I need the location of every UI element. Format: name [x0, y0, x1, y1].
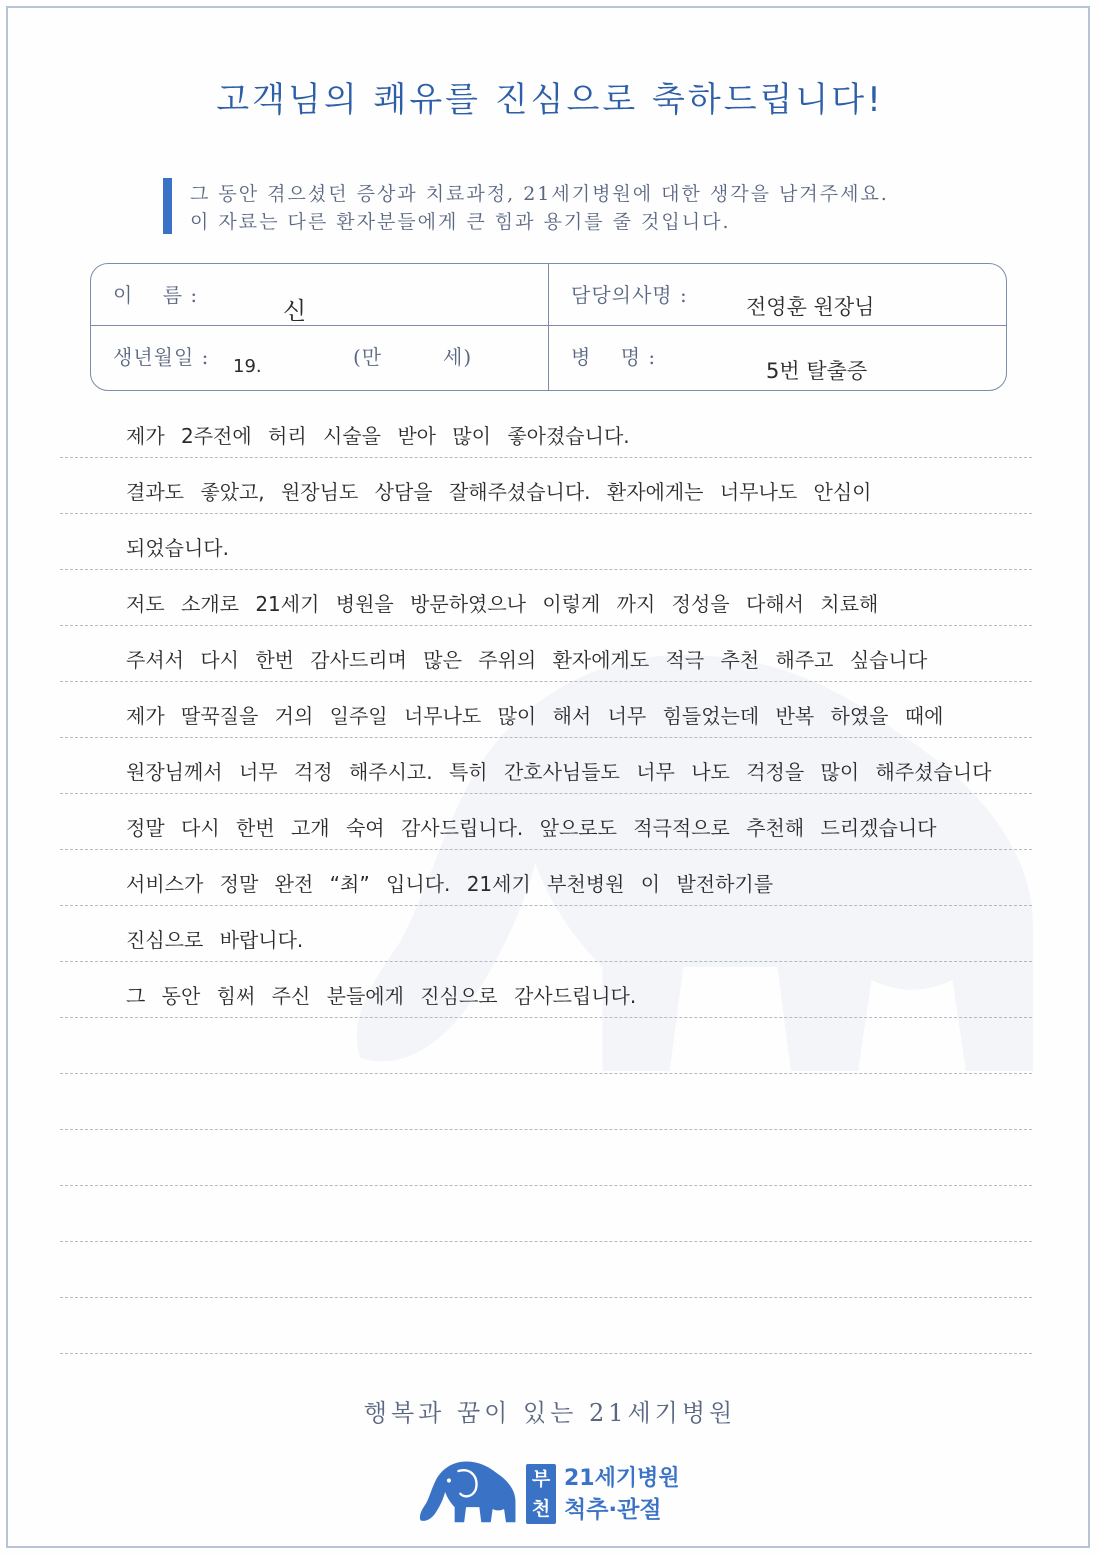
ruled-line — [60, 1130, 1032, 1186]
ruled-line — [60, 682, 1032, 738]
name-value: 신 — [283, 297, 307, 325]
ruled-line — [60, 626, 1032, 682]
footer-slogan: 행복과 꿈이 있는 21세기병원 — [363, 1399, 737, 1427]
table-column-divider — [548, 264, 549, 390]
ruled-line — [60, 962, 1032, 1018]
ruled-line — [60, 1018, 1032, 1074]
letter-line: 진심으로 바랍니다. — [126, 928, 304, 952]
letter-line: 제가 2주전에 허리 시술을 받아 많이 좋아졌습니다. — [126, 424, 630, 448]
letter-line: 정말 다시 한번 고개 숙여 감사드립니다. 앞으로도 적극적으로 추천해 드리겠습니다 — [126, 816, 937, 840]
birth-label: 생년월일 : — [113, 345, 210, 369]
ruled-line — [60, 1074, 1032, 1130]
ruled-line — [60, 1298, 1032, 1354]
ruled-line — [60, 514, 1032, 570]
ruled-line — [60, 1242, 1032, 1298]
ruled-line — [60, 1186, 1032, 1242]
logo-hospital-name: 21세기병원 — [564, 1466, 680, 1491]
diagnosis-value: 5번 탈출증 — [766, 359, 868, 383]
diagnosis-label: 병 명 : — [571, 345, 657, 369]
age-close-label: 세) — [443, 345, 473, 369]
birth-value: 19. — [233, 356, 262, 377]
doctor-value: 전영훈 원장님 — [746, 295, 875, 319]
ruled-line — [60, 906, 1032, 962]
logo-region-top: 부 — [531, 1468, 551, 1490]
letter-line: 저도 소개로 21세기 병원을 방문하였으나 이렇게 까지 정성을 다해서 치료해 — [126, 592, 879, 616]
letter-line: 서비스가 정말 완전 “최” 입니다. 21세기 부천병원 이 발전하기를 — [126, 872, 774, 896]
ruled-line — [60, 738, 1032, 794]
ruled-line — [60, 402, 1032, 458]
letter-line: 결과도 좋았고, 원장님도 상담을 잘해주셨습니다. 환자에게는 너무나도 안심이 — [126, 480, 872, 504]
letter-line: 그 동안 힘써 주신 분들에게 진심으로 감사드립니다. — [126, 984, 637, 1008]
instruction-line-1: 그 동안 겪으셨던 증상과 치료과정, 21세기병원에 대한 생각을 남겨주세요. — [190, 183, 889, 205]
letter-line: 원장님께서 너무 걱정 해주시고. 특히 간호사님들도 너무 나도 걱정을 많이 해주셨습니다 — [126, 760, 992, 784]
letter-line: 주셔서 다시 한번 감사드리며 많은 주위의 환자에게도 적극 추천 해주고 싶습니다 — [126, 648, 928, 672]
instruction-accent-bar — [163, 178, 172, 234]
page-title: 고객님의 쾌유를 진심으로 축하드립니다! — [216, 80, 884, 120]
elephant-icon — [413, 1452, 521, 1528]
instruction-line-2: 이 자료는 다른 환자분들에게 큰 힘과 용기를 줄 것입니다. — [190, 211, 731, 233]
ruled-line — [60, 458, 1032, 514]
logo-region-badge — [526, 1464, 556, 1524]
ruled-line — [60, 570, 1032, 626]
age-open-label: (만 — [353, 345, 383, 369]
handwritten-letter — [60, 402, 1032, 1354]
letter-line: 되었습니다. — [126, 536, 229, 560]
doctor-label: 담당의사명 : — [571, 283, 688, 307]
letter-line: 제가 딸꾹질을 거의 일주일 너무나도 많이 해서 너무 힘들었는데 반복 하였을 때에 — [126, 704, 944, 728]
patient-info-table — [90, 263, 1007, 391]
instructions — [190, 180, 889, 236]
logo-specialty: 척추·관절 — [564, 1497, 662, 1523]
name-label: 이 름 : — [113, 283, 199, 307]
logo-region-bottom: 천 — [531, 1498, 551, 1520]
ruled-line — [60, 850, 1032, 906]
ruled-line — [60, 794, 1032, 850]
